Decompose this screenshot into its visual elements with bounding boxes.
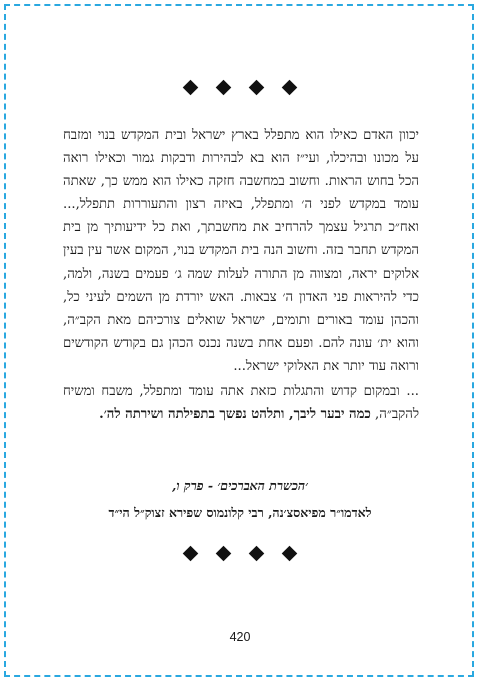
top-ornament xyxy=(0,82,480,93)
diamond-icon xyxy=(282,546,298,562)
diamond-icon xyxy=(216,546,232,562)
diamond-icon xyxy=(249,80,265,96)
diamond-icon xyxy=(183,546,199,562)
body-text xyxy=(63,124,419,426)
citation-author: לאדמו״ר מפיאסצ׳נה, רבי קלונמוס שפירא זצוק״ל הי״ד xyxy=(108,505,372,520)
bottom-ornament xyxy=(0,548,480,559)
page-number: 420 xyxy=(229,630,251,644)
citation-source: ׳הכשרת האברכים׳ - פרק ו, xyxy=(171,478,309,493)
paragraph-2-emphasis: כמה יבער ליבך, ותלהט נפשך בתפילתה ושירתה לה׳. xyxy=(99,407,371,423)
diamond-icon xyxy=(183,80,199,96)
paragraph-1: יכוון האדם כאילו הוא מתפלל בארץ ישראל ובית המקדש בנוי ומזבח על מכונו ובהיכלו, ועי״ז הוא בא לבהירות ודבקות גמור וכאילו רואה הכל בחוש הראות. וחשוב במחשבה חזקה כאילו הוא ממש כך, שאתה עומד במקדש לפני ה׳ ומתפלל, באיזה רצון והתעוררות תתפלל,... ואח״כ תרגיל עצמך להרחיב את מחשבתך, ואת כל ידיעותיך מן בית המקדש תחבר בזה. וחשוב הנה בית המקדש בנוי, המקום אשר עין בעין אלוקים יראה, ומצווה מן התורה לעלות שמה ג׳ פעמים בשנה, ולמה, כדי להיראות פני האדון ה׳ צבאות. האש יורדת מן השמים לעיני כל, והכהן עומד באורים ותומים, ישראל שואלים צורכיהם מאת הקב״ה, והוא ית׳ עונה להם. ופעם אחת בשנה נכנס הכהן גם בקודש הקודשים ורואה עוד יותר את האלוקי ישראל... xyxy=(63,128,419,374)
diamond-icon xyxy=(282,80,298,96)
paragraph-2 xyxy=(63,380,419,426)
diamond-icon xyxy=(249,546,265,562)
diamond-icon xyxy=(216,80,232,96)
paragraph-2-regular: ... ובמקום קדוש והתגלות כזאת אתה עומד ומתפלל, משבח ומשיח להקב״ה, xyxy=(63,384,419,423)
citation xyxy=(40,478,440,521)
